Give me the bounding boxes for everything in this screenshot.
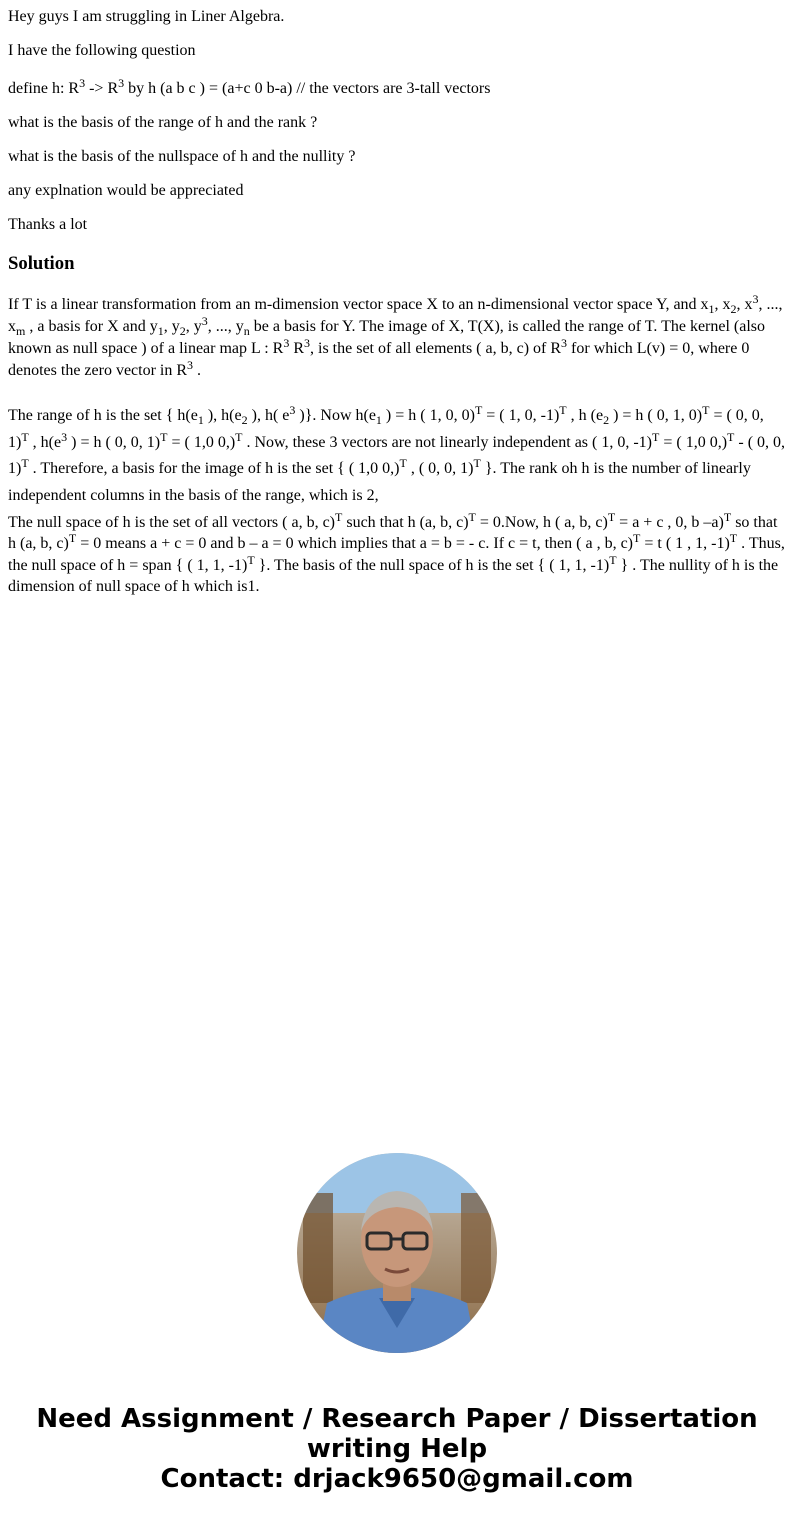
text-segment: ), h(e <box>203 407 242 424</box>
script-segment: T <box>68 531 77 546</box>
text-segment: = ( 1,0 0,) <box>659 433 728 451</box>
script-segment: n <box>243 324 250 338</box>
text-segment: . Thus, the null space of h = span { ( 1, 1, -1) <box>8 535 785 574</box>
text-segment: = ( 1, 0, -1) <box>482 407 560 424</box>
text-segment: ), h( e <box>247 407 290 424</box>
script-segment: T <box>633 531 641 546</box>
text-segment: }. The rank oh h is the number of linearly independent columns in the basis of the range, which is 2, <box>8 460 751 505</box>
question-line: I have the following question <box>8 42 196 59</box>
script-segment: 3 <box>561 336 568 350</box>
script-segment: 3 <box>304 336 310 350</box>
script-segment: 2 <box>241 413 248 427</box>
text-segment: ) = h ( 1, 0, 0) <box>381 407 475 424</box>
text-segment: , h (e <box>566 407 604 424</box>
script-segment: T <box>702 403 710 417</box>
text-segment: . Now, these 3 vectors are not linearly independent as ( 1, 0, -1) <box>242 433 652 451</box>
script-segment: 2 <box>603 413 610 427</box>
script-segment: 3 <box>187 358 194 372</box>
text-segment: If T is a linear transformation from an m-dimension vector space X to an n-dimensional vector space Y, and x <box>8 296 709 313</box>
script-segment: 3 <box>752 292 759 306</box>
script-segment: 3 <box>289 403 296 417</box>
text-segment: )}. Now h(e <box>295 407 376 424</box>
text-segment: for which L(v) = 0, where 0 denotes the zero vector in R <box>8 340 750 379</box>
text-segment: . <box>193 362 202 379</box>
script-segment: T <box>723 510 732 524</box>
question-line: what is the basis of the range of h and the rank ? <box>8 114 318 131</box>
question-definition: define h: $R^3 -> R^3$ by h (a b c ) = (a+c 0 b-a) // the vectors are 3-tall vectors <box>8 76 491 97</box>
script-segment: 1 <box>708 302 715 316</box>
script-segment: T <box>335 510 343 524</box>
script-segment: T <box>609 552 617 567</box>
text-segment: = 0.Now, h ( a, b, c) <box>475 514 608 531</box>
text-segment: , x <box>736 296 753 313</box>
script-segment: T <box>473 456 481 471</box>
script-segment: 2 <box>179 324 186 338</box>
text-segment: , ( 0, 0, 1) <box>406 460 474 478</box>
question-line: Hey guys I am struggling in Liner Algebra. <box>8 8 285 25</box>
text-segment: , ..., y <box>207 318 244 335</box>
text-segment: , ..., x <box>8 296 783 335</box>
script-segment: T <box>474 403 483 417</box>
script-segment: T <box>247 552 255 567</box>
solution-paragraph-nullspace <box>8 512 786 597</box>
author-photo-illustration <box>297 1153 497 1353</box>
text-segment: , y <box>185 318 202 335</box>
script-segment: T <box>607 510 616 524</box>
text-segment: such that h (a, b, c) <box>342 514 469 531</box>
text-segment: = ( 1,0 0,) <box>167 433 236 451</box>
script-segment: T <box>235 429 243 444</box>
author-avatar <box>297 1153 497 1353</box>
text-segment: } . The nullity of h is the dimension of null space of h which is1. <box>8 556 779 595</box>
script-segment: T <box>160 429 168 444</box>
promo-line: writing Help <box>306 1434 488 1464</box>
script-segment: 3 <box>201 314 208 328</box>
script-segment: T <box>21 429 29 444</box>
text-segment: be a basis for Y. The image of X, T(X), is called the range of T. The kernel (also known as null space ) of a linear map L : R <box>8 318 766 357</box>
solution-paragraph-range <box>8 403 786 510</box>
script-segment: m <box>16 324 26 338</box>
question-line: what is the basis of the nullspace of h and the nullity ? <box>8 148 356 165</box>
text-segment: . Therefore, a basis for the image of h is the set { ( 1,0 0,) <box>28 460 400 478</box>
text-segment: = 0 means a + c = 0 and b – a = 0 which implies that a = b = - c. If c = t, then ( a , b, c) <box>76 535 633 553</box>
script-segment: T <box>559 403 567 417</box>
text-segment: R <box>289 340 304 357</box>
script-segment: T <box>21 456 29 471</box>
text-segment: , is the set of all elements ( a, b, c) of R <box>310 340 562 357</box>
text-segment: - ( 0, 0, 1) <box>8 433 786 478</box>
script-segment: 1 <box>375 413 382 427</box>
text-segment: = ( 0, 0, 1) <box>8 407 764 451</box>
question-line: Thanks a lot <box>8 216 88 233</box>
text-segment: = a + c , 0, b –a) <box>615 514 724 531</box>
text-segment: The null space of h is the set of all vectors ( a, b, c) <box>8 514 335 531</box>
script-segment: T <box>468 510 476 524</box>
text-segment: }. The basis of the null space of h is the set { ( 1, 1, -1) <box>254 556 610 574</box>
text-segment: , x <box>714 296 731 313</box>
script-segment: 2 <box>730 302 737 316</box>
script-segment: T <box>727 429 735 444</box>
text-segment: ) = h ( 0, 0, 1) <box>67 433 161 451</box>
text-segment: ) = h ( 0, 1, 0) <box>609 407 703 424</box>
text-segment: , y <box>163 318 180 335</box>
promo-line: Need Assignment / Research Paper / Dissertation <box>36 1404 758 1434</box>
solution-paragraph-definitions <box>8 294 786 382</box>
script-segment: 1 <box>157 324 164 338</box>
script-segment: 3 <box>283 336 290 350</box>
script-segment: T <box>652 429 660 444</box>
script-segment: T <box>729 531 738 546</box>
text-segment: The range of h is the set { h(e <box>8 407 198 424</box>
question-line: any explnation would be appreciated <box>8 182 244 199</box>
solution-heading: Solution <box>8 253 75 274</box>
contact-line: Contact: drjack9650@gmail.com <box>160 1464 634 1494</box>
script-segment: 3 <box>61 429 68 444</box>
text-segment: , h(e <box>28 433 62 451</box>
text-segment: = t ( 1 , 1, -1) <box>640 535 730 553</box>
script-segment: 1 <box>197 413 204 427</box>
text-segment: , a basis for X and y <box>25 318 158 335</box>
text-segment: so that h (a, b, c) <box>8 514 778 553</box>
promo-footer <box>0 1404 794 1494</box>
script-segment: T <box>399 456 407 471</box>
